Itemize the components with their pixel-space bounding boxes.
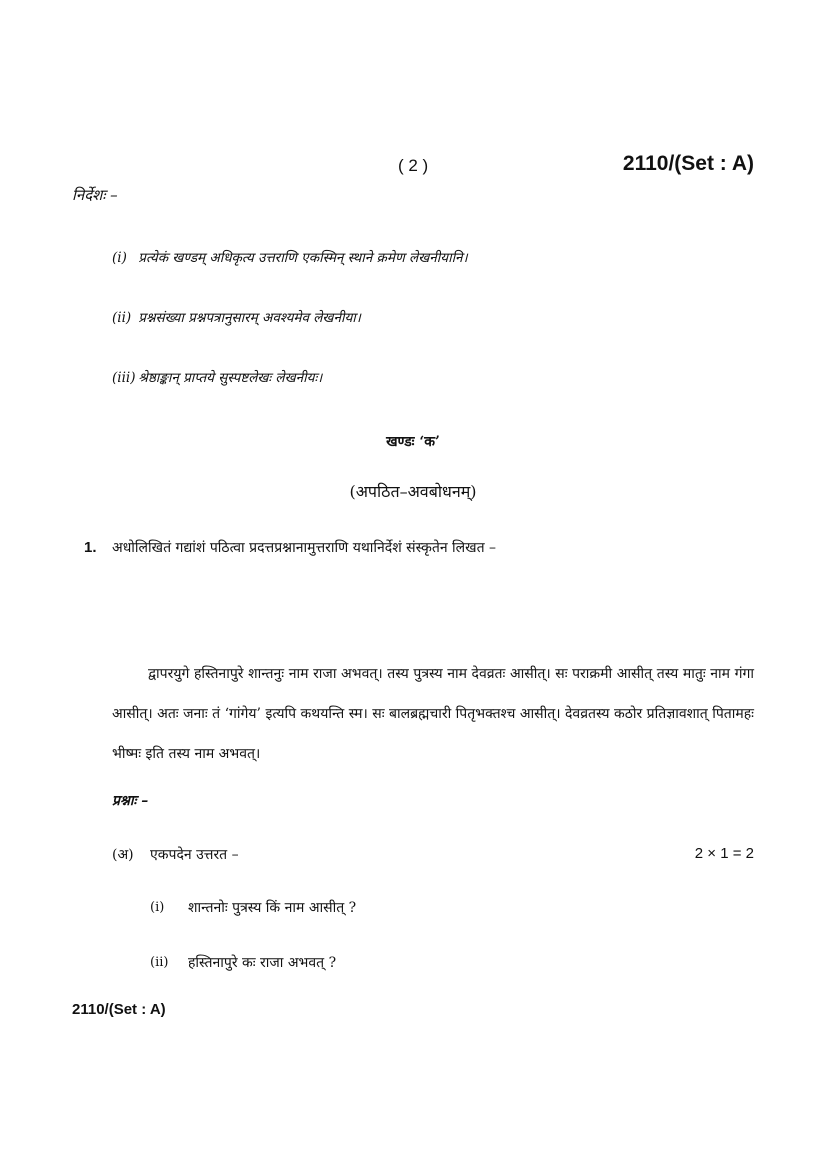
subquestion-text: हस्तिनापुरे कः राजा अभवत् ? — [188, 955, 337, 971]
instructions-heading: निर्देशः – — [72, 186, 118, 204]
instruction-item — [112, 308, 361, 326]
page-number: ( 2 ) — [398, 156, 429, 175]
question-text: अधोलिखितं गद्यांशं पठित्वा प्रदत्तप्रश्नानामुत्तराणि यथानिर्देशं संस्कृतेन लिखत – — [112, 540, 497, 556]
instruction-number: (iii) — [112, 370, 136, 386]
subquestion-number: (ii) — [150, 955, 169, 970]
instruction-text: प्रश्नसंख्या प्रश्नपत्रानुसारम् अवश्यमेव लेखनीया। — [138, 310, 361, 326]
set-code-header: 2110/(Set : A) — [622, 152, 754, 175]
unseen-passage — [112, 654, 754, 774]
passage-text: द्वापरयुगे हस्तिनापुरे शान्तनुः नाम राजा अभवत्। तस्य पुत्रस्य नाम देवव्रतः आसीत्। सः पराक्रमी आसीत् तस्य मातुः नाम गंगा आसीत्। अतः जनाः तं ‘गांगेय’ इत्यपि कथयन्ति स्म। सः बालब्रह्मचारी पितृभक्तश्च आसीत्। देवव्रतस्य कठोर प्रतिज्ञावशात् पितामहः भीष्मः इति तस्य नाम अभवत्। — [112, 666, 755, 762]
instruction-text: प्रत्येकं खण्डम् अधिकृत्य उत्तराणि एकस्मिन् स्थाने क्रमेण लेखनीयानि। — [138, 250, 468, 266]
part-a-text: एकपदेन उत्तरत – — [150, 847, 239, 863]
section-subheading: (अपठित–अवबोधनम्) — [349, 482, 477, 501]
set-code-footer: 2110/(Set : A) — [72, 1001, 166, 1018]
instruction-item — [112, 368, 322, 386]
instruction-number: (ii) — [112, 310, 132, 326]
question-number: 1. — [84, 539, 97, 556]
subquestion-number: (i) — [150, 900, 165, 915]
part-a-label: (अ) — [112, 847, 134, 863]
instruction-item — [112, 248, 468, 266]
part-a-marks: 2 × 1 = 2 — [694, 845, 754, 862]
instruction-number: (i) — [112, 250, 127, 266]
instruction-text: श्रेष्ठाङ्कान् प्राप्तये सुस्पष्टलेखः लेखनीयः। — [138, 370, 323, 386]
questions-label: प्रश्नाः – — [112, 793, 149, 809]
section-heading: खण्डः ‘क’ — [386, 434, 440, 450]
subquestion-text: शान्तनोः पुत्रस्य किं नाम आसीत् ? — [188, 900, 357, 916]
